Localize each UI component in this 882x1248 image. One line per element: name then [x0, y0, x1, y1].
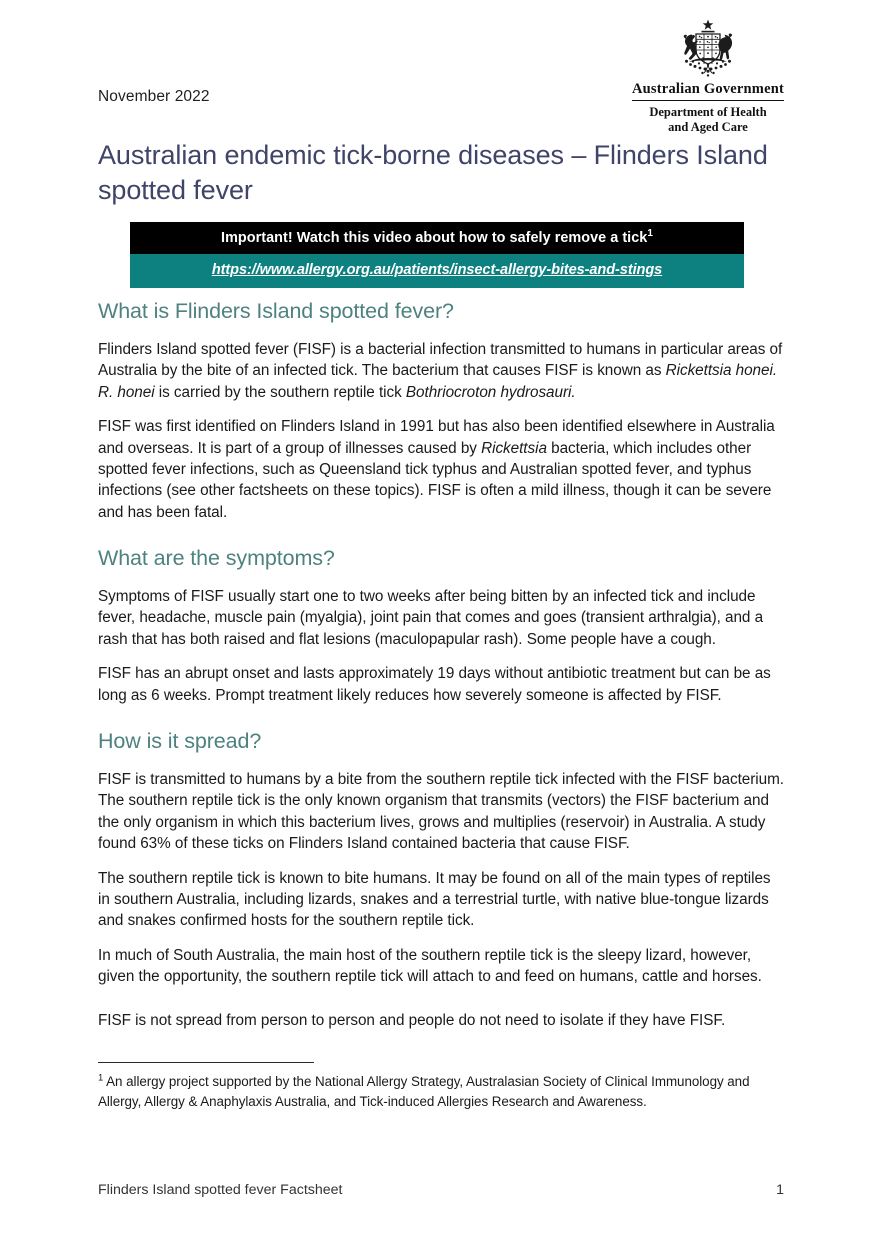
footnote-separator	[98, 1062, 314, 1063]
video-callout-banner	[130, 222, 744, 288]
section-heading-spread: How is it spread?	[98, 729, 262, 754]
callout-heading	[130, 222, 744, 254]
paragraph: FISF has an abrupt onset and lasts approximately 19 days without antibiotic treatment but can be as long as 6 weeks. Prompt treatment likely reduces how severely someone is affected by FISF.	[98, 665, 771, 704]
footnote-text	[98, 1072, 784, 1112]
section-heading-what-is: What is Flinders Island spotted fever?	[98, 299, 454, 323]
callout-footnote-marker: 1	[647, 228, 653, 240]
section-symptoms	[98, 545, 784, 706]
section-spread	[98, 728, 784, 1031]
footnote-body: An allergy project supported by the National Allergy Strategy, Australasian Society of Clinical Immunology and Allergy, Allergy & Anaphylaxis Australia, and Tick-induced Allergies Research and Awareness.	[98, 1074, 750, 1109]
scientific-name: Rickettsia	[481, 439, 547, 457]
document-date: November 2022	[98, 88, 210, 105]
paragraph: FISF is not spread from person to person and people do not need to isolate if they have FISF.	[98, 1011, 726, 1029]
video-url-link[interactable]: https://www.allergy.org.au/patients/insect-allergy-bites-and-stings	[211, 262, 663, 278]
paragraph: Symptoms of FISF usually start one to two weeks after being bitten by an infected tick and include fever, headache, muscle pain (myalgia), joint pain that comes and goes (transient arthralgia), and a rash that has both raised and flat lesions (maculopapular rash). Some people have a cough.	[98, 588, 764, 648]
paragraph: Flinders Island spotted fever (FISF) is a bacterial infection transmitted to humans in particular areas of Australia by the bite of an infected tick. The bacterium that causes FISF is known as Rickettsia honei. R. honei is carried by the southern reptile tick Bothriocroton hydrosauri.	[98, 340, 783, 401]
footer-document-name: Flinders Island spotted fever Factsheet	[98, 1182, 343, 1198]
scientific-name: Bothriocroton hydrosauri.	[405, 383, 576, 401]
department-name	[632, 105, 784, 135]
government-branding	[632, 18, 784, 135]
paragraph: FISF was first identified on Flinders Island in 1991 but has also been identified elsewhere in Australia and overseas. It is part of a group of illnesses caused by Rickettsia bacteria, which includes other spotted fever infections, such as Queensland tick typhus and Australian spotted fever, and typhus infections (see other factsheets on these topics). FISF is often a mild illness, though it can be severe and has been fatal.	[98, 418, 775, 521]
section-heading-symptoms: What are the symptoms?	[98, 546, 335, 571]
government-name: Australian Government	[632, 81, 784, 101]
department-name-line-2: and Aged Care	[668, 119, 748, 134]
page-footer	[98, 1182, 784, 1198]
callout-link-band	[130, 254, 744, 288]
section-what-is	[98, 298, 784, 523]
footer-page-number: 1	[776, 1182, 784, 1198]
department-name-line-1: Department of Health	[649, 105, 767, 119]
document-body	[98, 298, 784, 1031]
callout-heading-text: Important! Watch this video about how to safely remove a tick	[221, 230, 648, 246]
page-title: Australian endemic tick-borne diseases – Flinders Island spotted fever	[98, 140, 768, 205]
document-header	[98, 18, 785, 134]
australian-coat-of-arms-icon	[632, 18, 784, 80]
paragraph: In much of South Australia, the main host of the southern reptile tick is the sleepy lizard, however, given the opportunity, the southern reptile tick will attach to and feed on humans, cattle and horses.	[98, 946, 762, 986]
paragraph: FISF is transmitted to humans by a bite from the southern reptile tick infected with the FISF bacterium. The southern reptile tick is the only known organism that transmits (vectors) the FISF bacterium and the only organism in which this bacterium lives, grows and multiplies (reservoir) in Australia. A study found 63% of these ticks on Flinders Island contained bacteria that cause FISF.	[98, 770, 784, 853]
scientific-name: Rickettsia honei. R. honei	[98, 362, 778, 401]
footnote-block	[98, 1062, 784, 1112]
paragraph: The southern reptile tick is known to bite humans. It may be found on all of the main types of reptiles in southern Australia, including lizards, snakes and a terrestrial turtle, with native blue-tongue lizards and snakes confirmed hosts for the southern reptile tick.	[98, 869, 771, 930]
footnote-marker: 1	[98, 1072, 104, 1084]
